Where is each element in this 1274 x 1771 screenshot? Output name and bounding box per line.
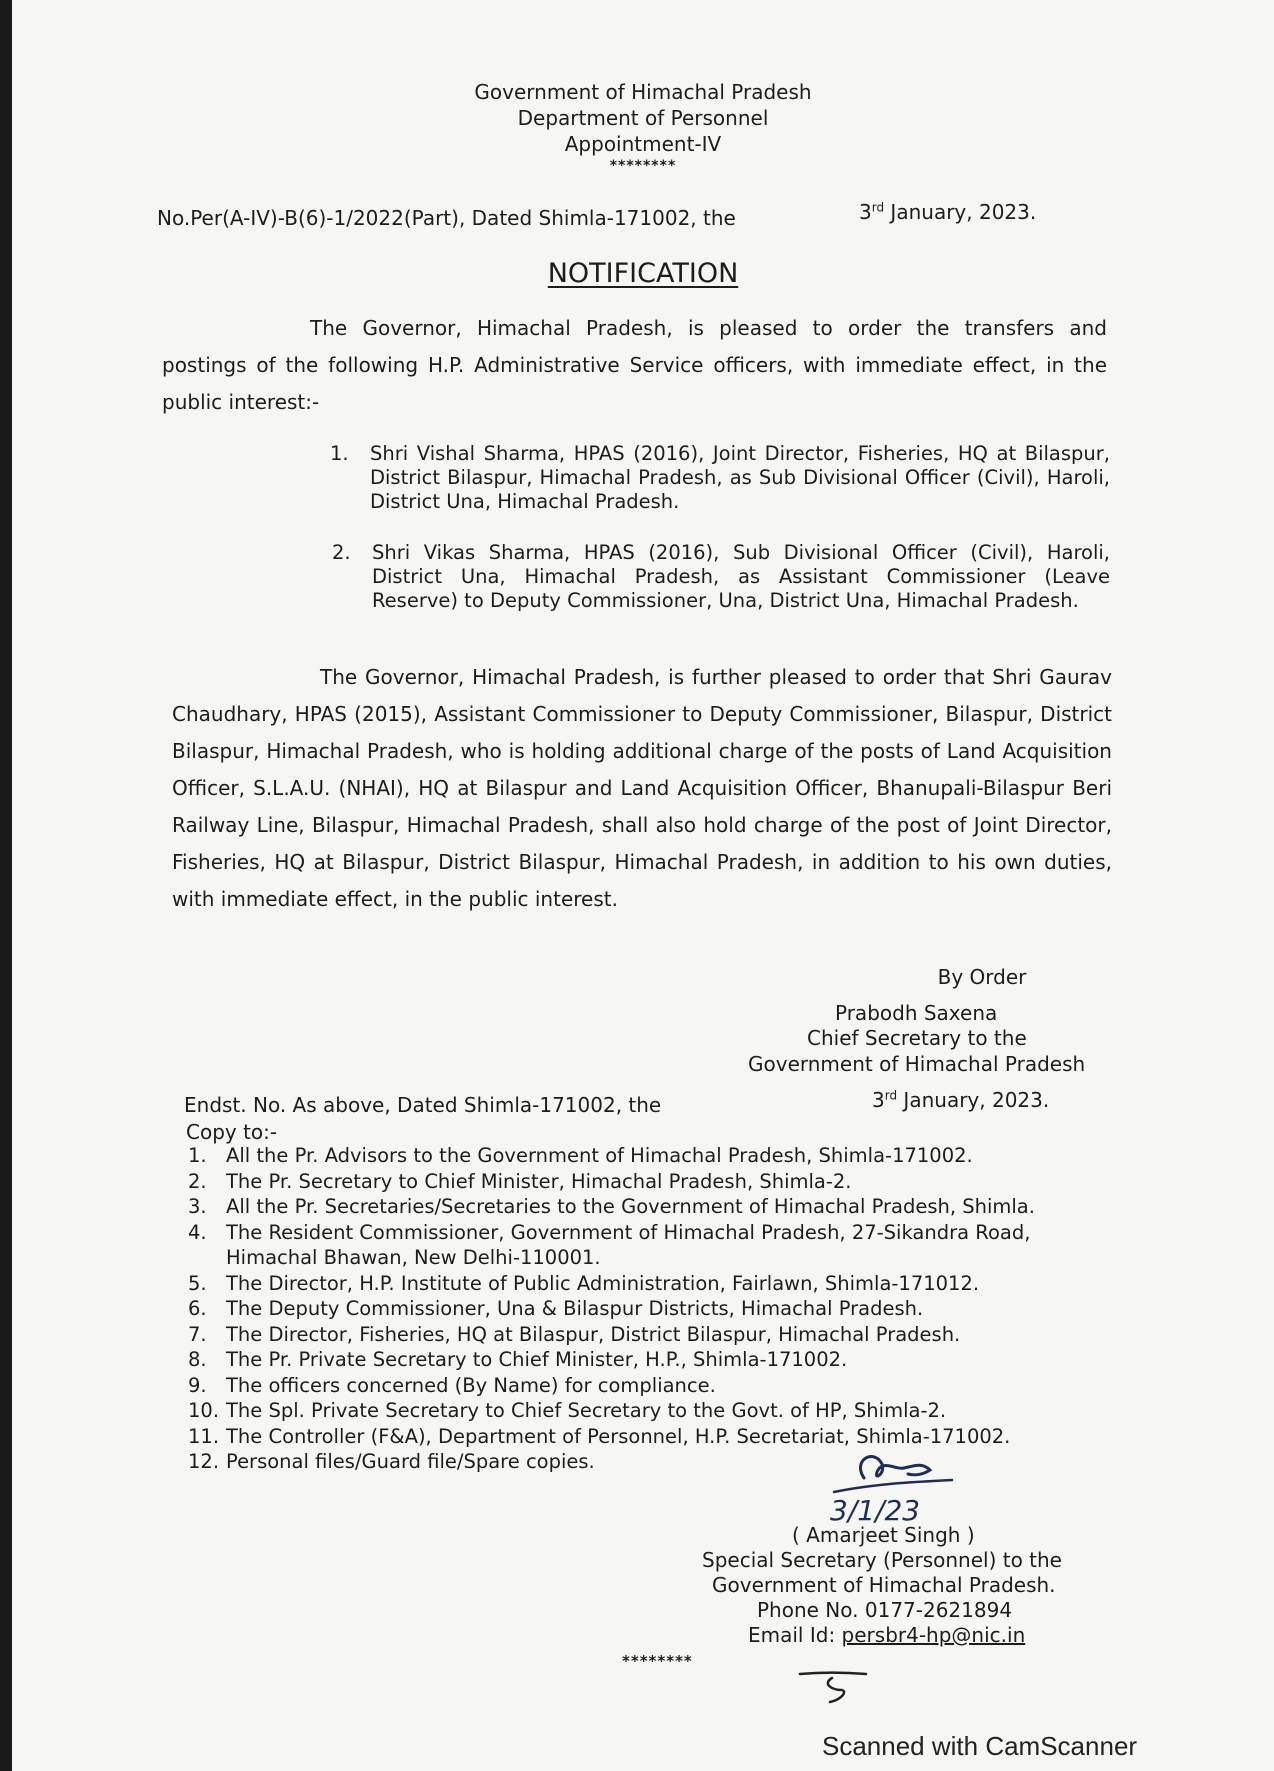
copy-item <box>188 1271 1035 1297</box>
endorsement-number: Endst. No. As above, Dated Shimla-171002, the <box>184 1093 662 1117</box>
footer-stars: ******** <box>622 1652 693 1670</box>
copy-text: The Director, H.P. Institute of Public Administration, Fairlawn, Shimla-171012. <box>226 1271 980 1295</box>
copy-number: 4. <box>188 1220 207 1244</box>
copy-text: The Resident Commissioner, Government of Himachal Pradesh, 27-Sikandra Road, <box>226 1220 1031 1244</box>
copy-text: Himachal Bhawan, New Delhi-110001. <box>226 1246 601 1269</box>
copy-number: 10. <box>188 1399 220 1422</box>
copy-number: 12. <box>188 1450 220 1473</box>
header-government: Government of Himachal Pradesh <box>474 80 812 104</box>
by-order: By Order <box>937 965 1027 989</box>
signatory-title: Special Secretary (Personnel) to the <box>702 1548 1062 1572</box>
copy-number: 5. <box>188 1271 207 1295</box>
reference-date <box>859 200 1036 224</box>
copy-number: 8. <box>188 1348 207 1371</box>
copy-text: Personal files/Guard file/Spare copies. <box>226 1450 595 1473</box>
copy-item <box>188 1347 1035 1373</box>
header-department: Department of Personnel <box>517 106 769 130</box>
order-item <box>332 541 1110 613</box>
header-branch: Appointment-IV <box>564 132 722 156</box>
copy-item <box>188 1322 1035 1348</box>
copy-text: All the Pr. Secretaries/Secretaries to the Government of Himachal Pradesh, Shimla. <box>226 1195 1035 1218</box>
copy-number: 1. <box>188 1144 207 1167</box>
reference-date-rest: January, 2023. <box>884 200 1037 224</box>
scanner-watermark: Scanned with CamScanner <box>822 1731 1138 1761</box>
copy-item <box>188 1220 1035 1246</box>
order-number: 2. <box>332 541 351 564</box>
signatory-name: ( Amarjeet Singh ) <box>792 1523 975 1547</box>
header-stars: ******** <box>609 158 677 174</box>
order-text: Shri Vishal Sharma, HPAS (2016), Joint Director, Fisheries, HQ at Bilaspur, District Bilaspur, Himachal Pradesh, as Sub Divisional Officer (Civil), Haroli, District Una, Himachal Pradesh. <box>370 442 1110 513</box>
copy-number: 9. <box>188 1373 207 1397</box>
copy-number: 7. <box>188 1322 207 1346</box>
endorsement-date-day: 3 <box>872 1088 885 1112</box>
copy-number: 2. <box>188 1169 207 1193</box>
order-item <box>330 442 1110 514</box>
copy-item-continuation <box>188 1245 1035 1271</box>
copy-number: 11. <box>188 1424 220 1448</box>
order-number: 1. <box>330 442 349 465</box>
copy-item <box>188 1143 1035 1169</box>
copy-item <box>188 1398 1035 1424</box>
copy-item <box>188 1194 1035 1220</box>
handwritten-date: 3/1/23 <box>830 1494 921 1527</box>
signatory-phone: Phone No. 0177-2621894 <box>757 1598 1013 1622</box>
copy-number: 6. <box>188 1297 207 1320</box>
copy-text: The Director, Fisheries, HQ at Bilaspur, District Bilaspur, Himachal Pradesh. <box>226 1322 961 1346</box>
email-link[interactable]: persbr4-hp@nic.in <box>841 1623 1026 1647</box>
order-signatory-name: Prabodh Saxena <box>835 1001 998 1025</box>
signatory-government: Government of Himachal Pradesh. <box>712 1573 1056 1597</box>
order-signatory-title: Chief Secretary to the <box>807 1026 1027 1050</box>
copy-text: The officers concerned (By Name) for compliance. <box>226 1373 716 1397</box>
signatory-email <box>748 1623 1168 1647</box>
order-text: Shri Vikas Sharma, HPAS (2016), Sub Divisional Officer (Civil), Haroli, District Una, Himachal Pradesh, as Assistant Commissioner (Leave Reserve) to Deputy Commissioner, Una, District Una, Himachal Pradesh. <box>372 541 1110 612</box>
copy-to-label: Copy to:- <box>186 1120 278 1144</box>
endorsement-date <box>872 1088 1049 1112</box>
copy-item <box>188 1169 1035 1195</box>
endorsement-date-suffix: rd <box>884 1088 898 1103</box>
copy-number: 3. <box>188 1195 207 1218</box>
copy-text: The Controller (F&A), Department of Personnel, H.P. Secretariat, Shimla-171002. <box>226 1424 1011 1448</box>
copy-text: The Spl. Private Secretary to Chief Secretary to the Govt. of HP, Shimla-2. <box>226 1399 947 1422</box>
endorsement-date-rest: January, 2023. <box>897 1088 1050 1112</box>
intro-paragraph: The Governor, Himachal Pradesh, is pleased to order the transfers and postings of the following H.P. Administrative Service officers, with immediate effect, in the public interest:- <box>162 316 1107 414</box>
copy-list <box>188 1143 1035 1475</box>
notification-title: NOTIFICATION <box>547 258 739 289</box>
copy-text: The Pr. Private Secretary to Chief Minister, H.P., Shimla-171002. <box>226 1348 848 1371</box>
reference-date-day: 3 <box>859 200 872 224</box>
copy-item <box>188 1373 1035 1399</box>
email-label: Email Id: <box>748 1623 842 1647</box>
copy-text: The Deputy Commissioner, Una & Bilaspur Districts, Himachal Pradesh. <box>226 1297 924 1320</box>
reference-number: No.Per(A-IV)-B(6)-1/2022(Part), Dated Shimla-171002, the <box>157 206 736 230</box>
handwritten-mark <box>792 1660 882 1720</box>
copy-text: All the Pr. Advisors to the Government of Himachal Pradesh, Shimla-171002. <box>226 1144 973 1167</box>
further-order-paragraph: The Governor, Himachal Pradesh, is further pleased to order that Shri Gaurav Chaudhary, HPAS (2015), Assistant Commissioner to Deputy Commissioner, Bilaspur, District Bilaspur, Himachal Pradesh, who is holding additional charge of the posts of Land Acquisition Officer, S.L.A.U. (NHAI), HQ at Bilaspur and Land Acquisition Officer, Bhanupali-Bilaspur Beri Railway Line, Bilaspur, Himachal Pradesh, shall also hold charge of the post of Joint Director, Fisheries, HQ at Bilaspur, District Bilaspur, Himachal Pradesh, in addition to his own duties, with immediate effect, in the public interest. <box>172 665 1112 911</box>
copy-item <box>188 1296 1035 1322</box>
document-page <box>12 0 1274 1771</box>
order-signatory-government: Government of Himachal Pradesh <box>748 1052 1086 1076</box>
reference-date-suffix: rd <box>871 200 885 215</box>
copy-text: The Pr. Secretary to Chief Minister, Himachal Pradesh, Shimla-2. <box>226 1169 852 1193</box>
